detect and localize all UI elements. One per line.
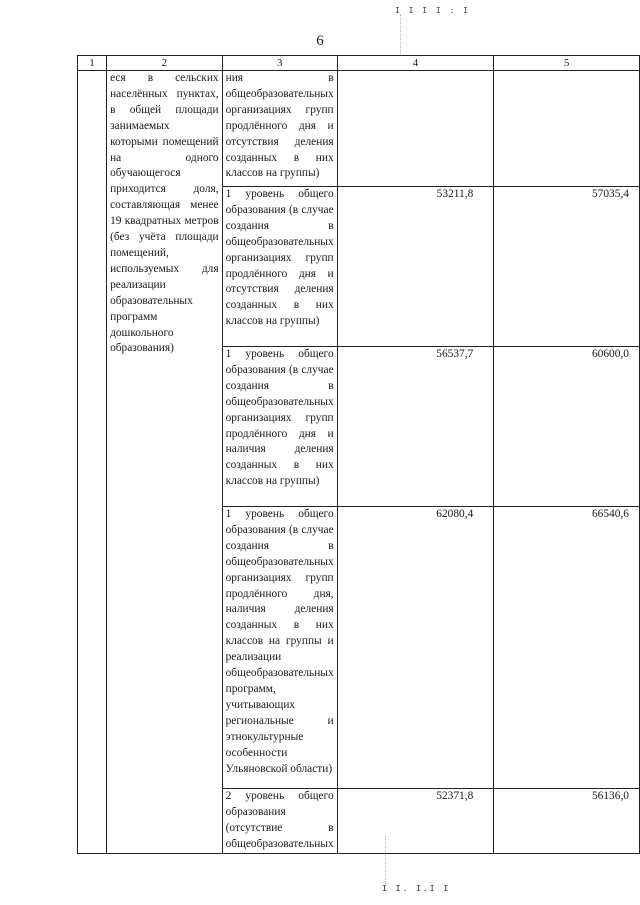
value-col4: [337, 71, 494, 187]
value-col5: 57035,4: [494, 187, 640, 347]
scan-mark-bottom: I I. I.I I: [382, 884, 451, 893]
education-level-cell: 1 уровень общего образования (в случае создания в общеобразовательных организациях групп продлённого дня и отсутствия деления созданных в них классов на группы): [222, 187, 337, 347]
scan-mark-top: I I I I : I: [395, 6, 470, 15]
fold-line-top: [400, 14, 401, 54]
value-col4: 53211,8: [337, 187, 494, 347]
value-col4: 52371,8: [337, 789, 494, 854]
value-col5: [494, 71, 640, 187]
education-level-cell: ния в общеобразовательных организациях групп продлённого дня и отсутствия деления созданных в них классов на группы): [222, 71, 337, 187]
value-col4: 56537,7: [337, 347, 494, 507]
value-col4: 62080,4: [337, 507, 494, 789]
page-number: 6: [316, 33, 324, 49]
education-level-cell: 1 уровень общего образования (в случае создания в общеобразовательных организациях групп продлённого дня, наличия деления созданных в них классов на группы и реализации общеобразовательных программ, учитывающих региональные и этнокультурные особенности Ульяновской области): [222, 507, 337, 789]
column-header-3: 3: [222, 56, 337, 71]
table-header-row: [78, 56, 640, 71]
column-header-1: 1: [78, 56, 107, 71]
value-col5: 56136,0: [494, 789, 640, 854]
col1-cell: [78, 71, 107, 854]
column-header-5: 5: [494, 56, 640, 71]
table-row: [78, 71, 640, 187]
value-col5: 66540,6: [494, 507, 640, 789]
value-col5: 60600,0: [494, 347, 640, 507]
category-description: еся в сельских населённых пунктах, в общей площади занимаемых которыми помещений на одного обучающегося приходится доля, составляющая менее 19 квадратных метров (без учёта площади помещений, используемых для реализации образовательных программ дошкольного образования): [107, 71, 223, 854]
column-header-4: 4: [337, 56, 494, 71]
education-level-cell: 2 уровень общего образования (отсутствие в общеобразовательных: [222, 789, 337, 854]
column-header-2: 2: [107, 56, 223, 71]
tariff-table: [77, 55, 640, 854]
education-level-cell: 1 уровень общего образования (в случае создания в общеобразовательных организациях групп продлённого дня и наличия деления созданных в них классов на группы): [222, 347, 337, 507]
